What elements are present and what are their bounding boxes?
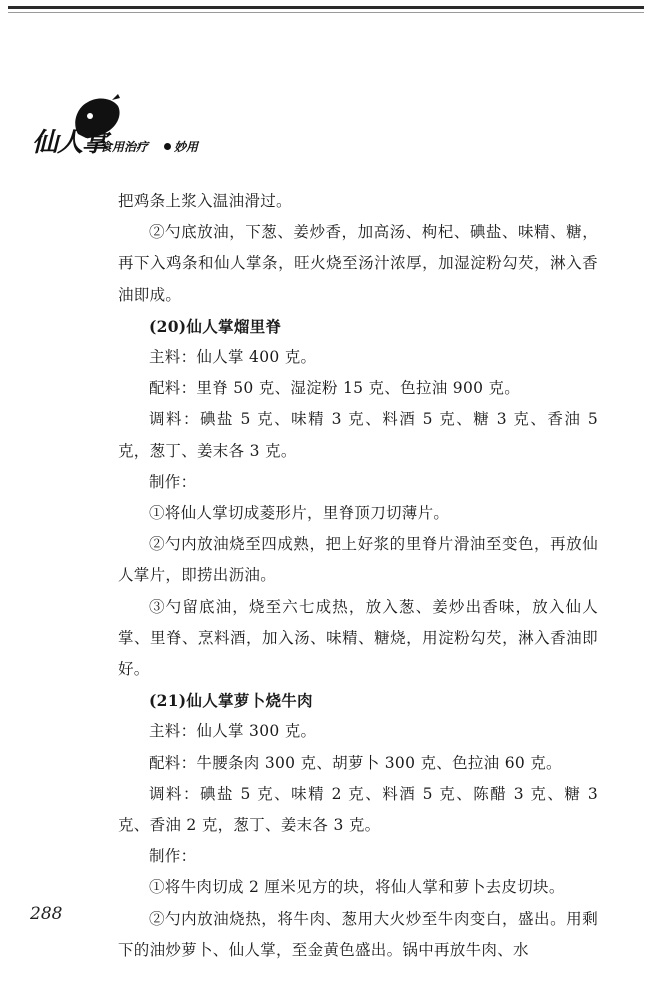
method-step: ③勺留底油，烧至六七成热，放入葱、姜炒出香味，放入仙人掌、里脊、烹料酒，加入汤、味精、糖烧，用淀粉勾芡，淋入香油即好。: [118, 597, 598, 679]
logo-subtitle-2: 妙用: [174, 140, 199, 154]
body-paragraph: ②勺底放油，下葱、姜炒香，加高汤、枸杞、碘盐、味精、糖，再下入鸡条和仙人掌条，旺火烧至汤汁浓厚，加湿淀粉勾芡，淋入香油即成。: [118, 223, 598, 304]
top-border-thin-rule: [8, 12, 644, 13]
body-line: 把鸡条上浆入温油滑过。: [118, 192, 292, 210]
page-body: [118, 186, 598, 966]
seasonings: 调料：碘盐 5 克、味精 3 克、料酒 5 克、糖 3 克、香油 5 克，葱丁、姜末各 3 克。: [118, 410, 598, 460]
method-step: ②勺内放油烧热，将牛肉、葱用大火炒至牛肉变白，盛出。用剩下的油炒萝卜、仙人掌，至金黄色盛出。锅中再放牛肉、水: [118, 909, 598, 959]
logo-dot-icon: [164, 143, 171, 150]
main-ingredient: 主料：仙人掌 300 克。: [149, 722, 317, 741]
method-step: ①将牛肉切成 2 厘米见方的块，将仙人掌和萝卜去皮切块。: [149, 878, 565, 897]
method-step: ①将仙人掌切成菱形片，里脊顶刀切薄片。: [149, 504, 450, 523]
logo-subtitle: 食用治疗: [100, 140, 149, 154]
side-ingredients: 配料：里脊 50 克、湿淀粉 15 克、色拉油 900 克。: [149, 379, 521, 398]
recipe-heading: (20)仙人掌熘里脊: [149, 316, 282, 336]
method-step: ②勺内放油烧至四成熟，把上好浆的里脊片滑油至变色，再放仙人掌片，即捞出沥油。: [118, 535, 598, 585]
header-logo: [32, 94, 242, 168]
side-ingredients: 配料：牛腰条肉 300 克、胡萝卜 300 克、色拉油 60 克。: [149, 753, 562, 772]
recipe-heading: (21)仙人掌萝卜烧牛肉: [149, 691, 313, 711]
top-border-rule: [8, 6, 644, 9]
method-label: 制作：: [149, 847, 197, 866]
logo-title: 仙人掌: [32, 128, 108, 158]
seasonings: 调料：碘盐 5 克、味精 2 克、料酒 5 克、陈醋 3 克、糖 3 克、香油 2 克，葱丁、姜末各 3 克。: [118, 784, 598, 835]
page-number: 288: [30, 904, 63, 924]
method-label: 制作：: [149, 472, 197, 491]
main-ingredient: 主料：仙人掌 400 克。: [149, 348, 317, 367]
